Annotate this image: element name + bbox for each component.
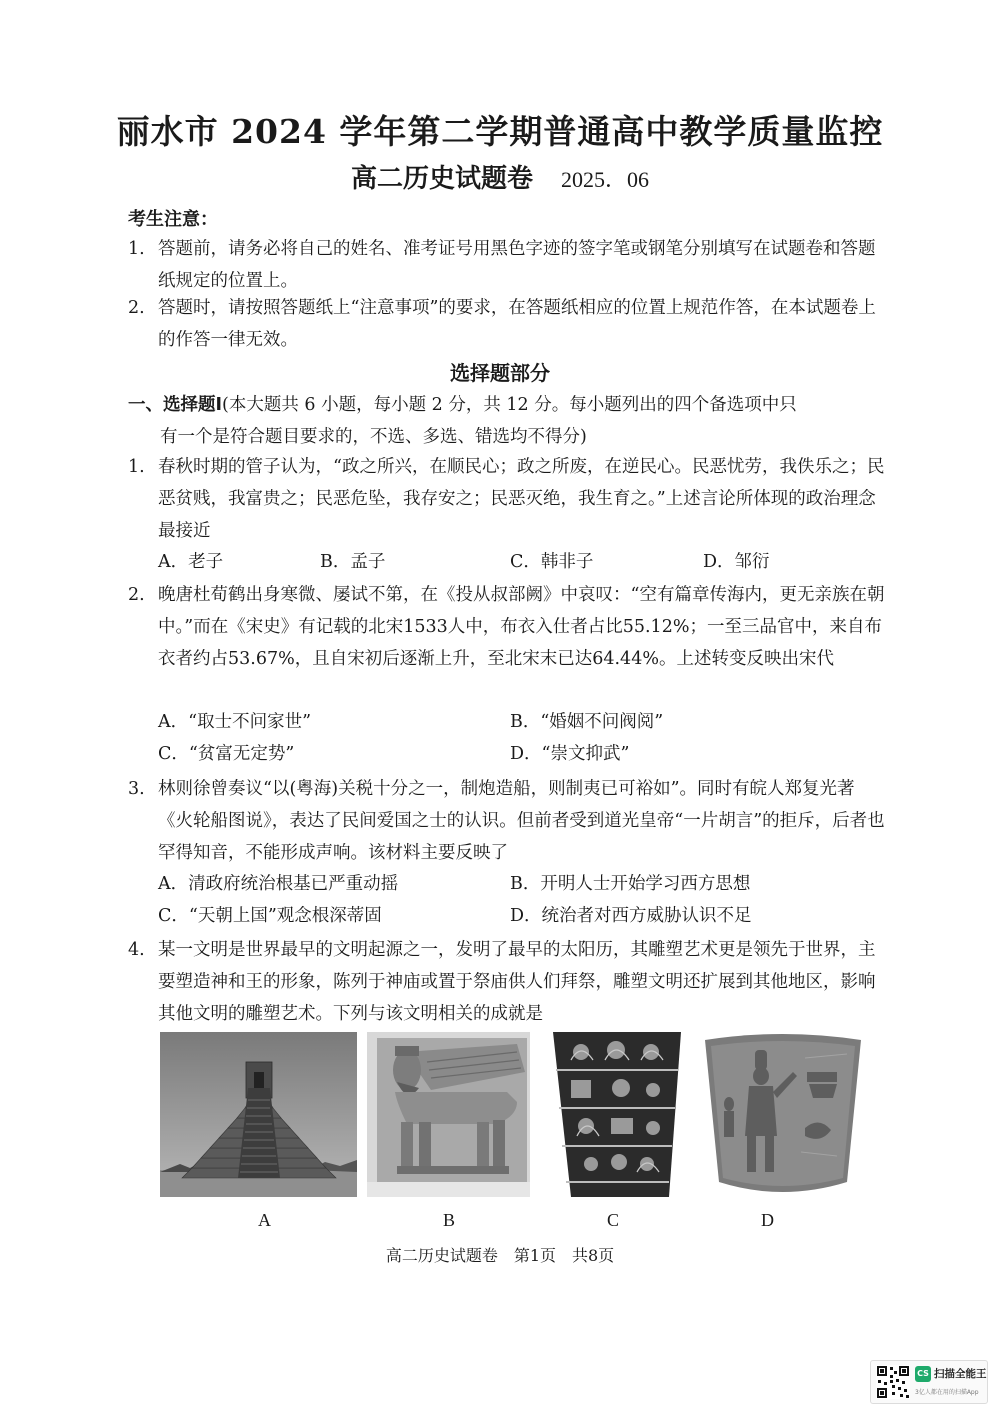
question-number: 2. bbox=[128, 585, 145, 605]
figure-label-d: D bbox=[761, 1210, 774, 1230]
question-number: 3. bbox=[128, 779, 145, 799]
question-3 bbox=[128, 773, 888, 869]
option-d: D．邹衍 bbox=[703, 552, 770, 572]
question-number: 4. bbox=[128, 940, 145, 960]
question-number: 1. bbox=[128, 457, 145, 477]
question-stem: 晚唐杜荀鹤出身寒微、屡试不第，在《投从叔部阙》中哀叹：“空有篇章传海内，更无亲族在朝中。”而在《宋史》有记载的北宋1533人中，布衣入仕者占比55.12%；一至三品官中，来自布衣者约占53.67%，且自宋初后逐渐上升，至北宋末已达64.44%。上述转变反映出宋代 bbox=[158, 585, 885, 669]
part-instructions: (本大题共 6 小题，每小题 2 分，共 12 分。每小题列出的四个备选项中只 bbox=[222, 395, 797, 415]
exam-date: 2025．06 bbox=[561, 167, 650, 192]
part-label: 一、选择题Ⅰ bbox=[128, 395, 223, 415]
option-d: D．“崇文抑武” bbox=[510, 744, 630, 764]
scanner-watermark bbox=[870, 1360, 988, 1404]
figure-label-c: C bbox=[607, 1210, 620, 1230]
exam-title: 丽水市 2024 学年第二学期普通高中教学质量监控 bbox=[116, 112, 884, 151]
question-3-options bbox=[158, 869, 898, 933]
part-heading bbox=[128, 389, 888, 453]
question-2-options bbox=[158, 707, 898, 771]
notice-item-1 bbox=[128, 233, 888, 297]
figure-d-stone-palette-image bbox=[697, 1032, 867, 1197]
option-b: B．开明人士开始学习西方思想 bbox=[510, 874, 751, 894]
page-footer: 高二历史试题卷 第1页 共8页 bbox=[385, 1246, 615, 1265]
question-stem: 林则徐曾奏议“以(粤海)关税十分之一，制炮造船，则制夷已可裕如”。同时有皖人郑复光著《火轮船图说》，表达了民间爱国之士的认识。但前者受到道光皇帝“一片胡言”的拒斥，后者也罕得知音，不能形成声响。该材料主要反映了 bbox=[158, 779, 885, 863]
figure-b-winged-bull-image bbox=[367, 1032, 530, 1197]
notice-heading: 考生注意： bbox=[128, 209, 218, 230]
figure-c-decorated-panel-image bbox=[541, 1032, 686, 1197]
option-a: A．“取士不问家世” bbox=[158, 712, 312, 732]
option-d: D．统治者对西方威胁认识不足 bbox=[510, 906, 752, 926]
question-1 bbox=[128, 451, 888, 547]
notice-number: 2. bbox=[128, 298, 145, 318]
question-stem: 某一文明是世界最早的文明起源之一，发明了最早的太阳历，其雕塑艺术更是领先于世界，主要塑造神和王的形象，陈列于神庙或置于祭庙供人们拜祭，雕塑文明还扩展到其他地区，影响其他文明的雕塑艺术。下列与该文明相关的成就是 bbox=[158, 940, 876, 1024]
question-stem: 春秋时期的管子认为，“政之所兴，在顺民心；政之所废，在逆民心。民恶忧劳，我佚乐之；民恶贫贱，我富贵之；民恶危坠，我存安之；民恶灭绝，我生育之。”上述言论所体现的政治理念最接近 bbox=[158, 457, 885, 541]
notice-text: 答题时，请按照答题纸上“注意事项”的要求，在答题纸相应的位置上规范作答，在本试题卷上的作答一律无效。 bbox=[158, 298, 876, 350]
notice-number: 1. bbox=[128, 239, 145, 259]
notice-item-2 bbox=[128, 292, 888, 356]
figure-label-b: B bbox=[443, 1210, 456, 1230]
figure-a-pyramid-image bbox=[160, 1032, 357, 1197]
part-instructions-cont: 有一个是符合题目要求的，不选、多选、错选均不得分) bbox=[160, 427, 587, 447]
option-b: B．孟子 bbox=[320, 552, 386, 572]
question-2 bbox=[128, 579, 888, 675]
scanner-tagline: 3亿人都在用的扫描App bbox=[915, 1389, 979, 1396]
notice-text: 答题前，请务必将自己的姓名、准考证号用黑色字迹的签字笔或钢笔分别填写在试题卷和答题纸规定的位置上。 bbox=[158, 239, 876, 291]
option-c: C．“贫富无定势” bbox=[158, 744, 295, 764]
section-heading: 选择题部分 bbox=[450, 361, 550, 385]
subject-name: 高二历史试题卷 bbox=[350, 164, 533, 194]
option-a: A．老子 bbox=[158, 552, 224, 572]
qr-code-icon bbox=[876, 1365, 910, 1399]
scanner-app-name: 扫描全能王 bbox=[934, 1368, 987, 1380]
option-c: C．“天朝上国”观念根深蒂固 bbox=[158, 906, 382, 926]
question-4 bbox=[128, 934, 888, 1030]
option-c: C．韩非子 bbox=[510, 552, 594, 572]
option-b: B．“婚姻不问阀阅” bbox=[510, 712, 664, 732]
exam-subtitle bbox=[0, 158, 1000, 195]
cs-logo-icon: CS bbox=[915, 1366, 931, 1382]
option-a: A．清政府统治根基已严重动摇 bbox=[158, 874, 399, 894]
figure-label-a: A bbox=[258, 1210, 271, 1230]
